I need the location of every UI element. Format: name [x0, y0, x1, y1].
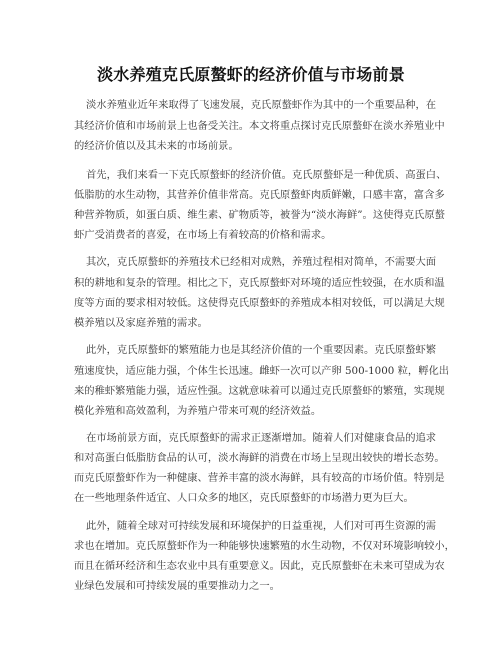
- paragraph-line: 其次，克氏原螯虾的养殖技术已经相对成熟，养殖过程相对简单，不需要大面: [86, 256, 437, 268]
- paragraph-line: 的经济价值以及其未来的市场前景。: [74, 140, 239, 152]
- paragraph-line: 而克氏原螯虾作为一种健康、营养丰富的淡水海鲜，具有较高的市场价值。特别是: [74, 472, 445, 484]
- paragraph-line: 模养殖以及家庭养殖的需求。: [74, 317, 208, 329]
- paragraph-line: 虾广受消费者的喜爱，在市场上有着较高的价格和需求。: [74, 229, 332, 241]
- paragraph-line: 其经济价值和市场前景上也备受关注。本文将重点探讨克氏原螯虾在淡水养殖业中: [74, 120, 445, 132]
- paragraph-line: 积的耕地和复杂的管理。相比之下，克氏原螯虾对环境的适应性较强，在水质和温: [74, 277, 445, 289]
- paragraph-line: 求也在增加。克氏原螯虾作为一种能够快速繁殖的水生动物，不仅对环境影响较小，: [74, 540, 455, 552]
- paragraph-line: 来的稚虾繁殖能力强，适应性强。这就意味着可以通过克氏原螯虾的繁殖，实现规: [74, 385, 445, 397]
- paragraph-line: 淡水养殖业近年来取得了飞速发展，克氏原螯虾作为其中的一个重要品种，在: [86, 99, 437, 111]
- paragraph-line: 和对高蛋白低脂肪食品的认可，淡水海鲜的消费在市场上呈现出较快的增长态势。: [74, 452, 445, 464]
- paragraph-line: 此外，随着全球对可持续发展和环境保护的日益重视，人们对可再生资源的需: [86, 520, 437, 532]
- paragraph-line: 殖速度快，适应能力强，个体生长迅速。雌虾一次可以产卵 500-1000 粒，孵化出: [74, 365, 450, 377]
- paragraph-line: 业绿色发展和可持续发展的重要推动力之一。: [74, 580, 280, 592]
- paragraph-line: 低脂肪的水生动物，其营养价值非常高。克氏原螯虾肉质鲜嫩，口感丰富，富含多: [74, 189, 445, 201]
- paragraph-line: 而且在循环经济和生态农业中具有重要意义。因此，克氏原螯虾在未来可望成为农: [74, 560, 445, 572]
- paragraph-line: 种营养物质，如蛋白质、维生素、矿物质等，被誉为“淡水海鲜”。这使得克氏原螯: [74, 209, 445, 221]
- page-title: 淡水养殖克氏原螯虾的经济价值与市场前景: [97, 65, 405, 84]
- paragraph-line: 首先，我们来看一下克氏原螯虾的经济价值。克氏原螯虾是一种优质、高蛋白、: [86, 169, 447, 181]
- paragraph-line: 度等方面的要求相对较低。这使得克氏原螯虾的养殖成本相对较低，可以满足大规: [74, 297, 445, 309]
- paragraph-line: 此外，克氏原螯虾的繁殖能力也是其经济价值的一个重要因素。克氏原螯虾繁: [86, 344, 437, 356]
- paragraph-line: 模化养殖和高效盈利，为养殖户带来可观的经济效益。: [74, 405, 322, 417]
- paragraph-line: 在市场前景方面，克氏原螯虾的需求正逐渐增加。随着人们对健康食品的追求: [86, 432, 437, 444]
- paragraph-line: 在一些地理条件适宜、人口众多的地区，克氏原螯虾的市场潜力更为巨大。: [74, 492, 414, 504]
